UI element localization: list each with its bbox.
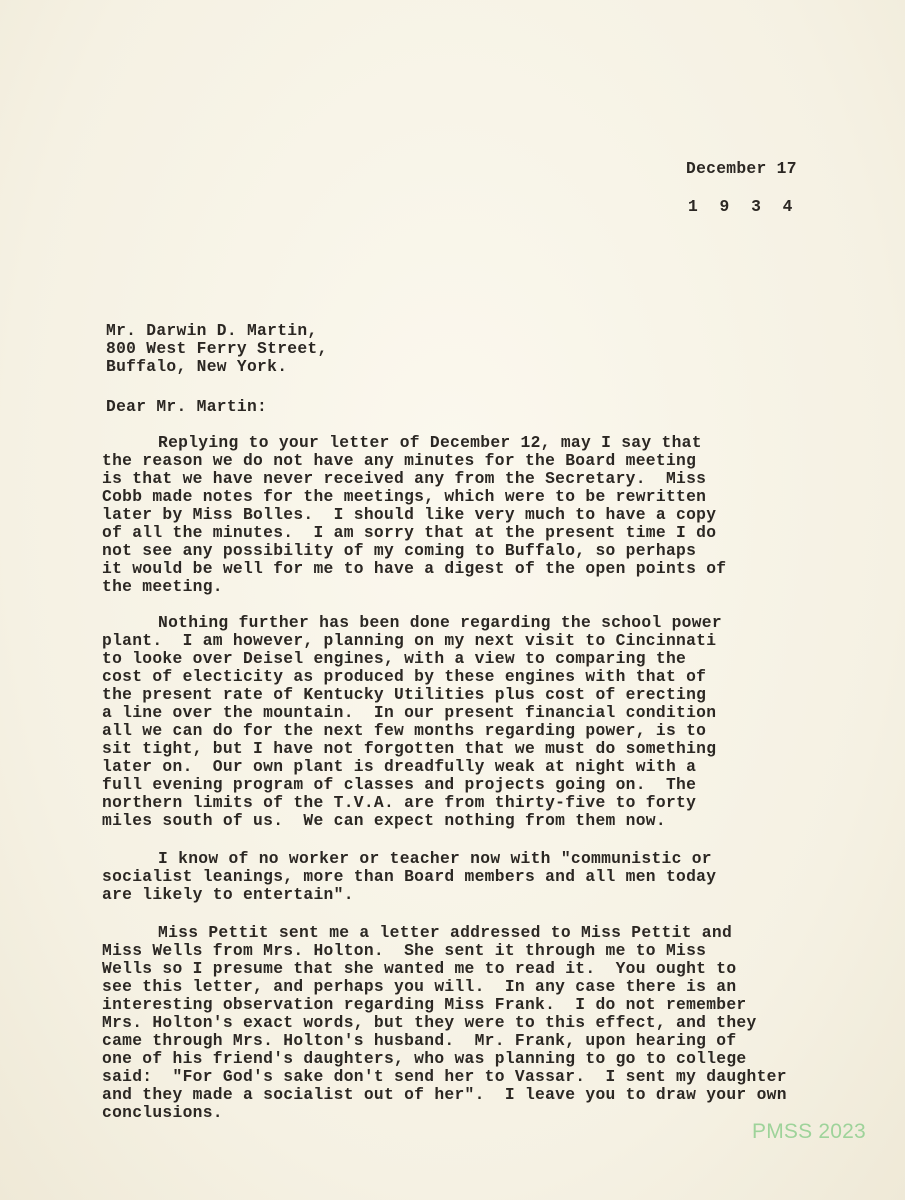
paragraph-line: not see any possibility of my coming to Buffalo, so perhaps	[102, 541, 697, 560]
paragraph-line: all we can do for the next few months regarding power, is to	[102, 721, 707, 740]
paragraph-line: sit tight, but I have not forgotten that we must do something	[102, 739, 717, 758]
paragraph-line: see this letter, and perhaps you will. In any case there is an	[102, 977, 737, 996]
paragraph-line: northern limits of the T.V.A. are from thirty-five to forty	[102, 793, 697, 812]
paragraph-line: socialist leanings, more than Board members and all men today	[102, 867, 717, 886]
paragraph-line: Nothing further has been done regarding the school power	[158, 613, 722, 632]
paragraph-line: to looke over Deisel engines, with a view to comparing the	[102, 649, 687, 668]
letter-year: 1 9 3 4	[688, 197, 799, 216]
paragraph-line: miles south of us. We can expect nothing from them now.	[102, 811, 666, 830]
paragraph-line: Miss Wells from Mrs. Holton. She sent it through me to Miss	[102, 941, 707, 960]
paragraph-line: said: "For God's sake don't send her to Vassar. I sent my daughter	[102, 1067, 787, 1086]
paragraph-line: cost of electicity as produced by these engines with that of	[102, 667, 707, 686]
paragraph-line: full evening program of classes and projects going on. The	[102, 775, 697, 794]
paragraph-line: Cobb made notes for the meetings, which were to be rewritten	[102, 487, 707, 506]
paragraph-line: of all the minutes. I am sorry that at the present time I do	[102, 523, 717, 542]
paragraph-line: is that we have never received any from the Secretary. Miss	[102, 469, 707, 488]
paragraph-line: Replying to your letter of December 12, may I say that	[158, 433, 702, 452]
paragraph-line: later on. Our own plant is dreadfully weak at night with a	[102, 757, 697, 776]
archive-watermark: PMSS 2023	[752, 1120, 866, 1143]
paragraph-line: a line over the mountain. In our present financial condition	[102, 703, 717, 722]
address-line: Mr. Darwin D. Martin,	[106, 321, 318, 340]
address-line: 800 West Ferry Street,	[106, 339, 328, 358]
paragraph-line: Wells so I presume that she wanted me to read it. You ought to	[102, 959, 737, 978]
paragraph-line: Mrs. Holton's exact words, but they were to this effect, and they	[102, 1013, 757, 1032]
salutation: Dear Mr. Martin:	[106, 397, 268, 416]
paragraph-line: interesting observation regarding Miss Frank. I do not remember	[102, 995, 747, 1014]
paragraph-line: it would be well for me to have a digest of the open points of	[102, 559, 727, 578]
paragraph-line: the present rate of Kentucky Utilities plus cost of erecting	[102, 685, 707, 704]
paragraph-line: the meeting.	[102, 577, 223, 596]
paragraph-line: the reason we do not have any minutes for the Board meeting	[102, 451, 697, 470]
paragraph-line: are likely to entertain".	[102, 885, 354, 904]
paragraph-line: plant. I am however, planning on my next visit to Cincinnati	[102, 631, 717, 650]
paragraph-line: Miss Pettit sent me a letter addressed to Miss Pettit and	[158, 923, 733, 942]
paragraph-line: one of his friend's daughters, who was planning to go to college	[102, 1049, 747, 1068]
paragraph-line: I know of no worker or teacher now with "communistic or	[158, 849, 712, 868]
paragraph-line: and they made a socialist out of her". I leave you to draw your own	[102, 1085, 787, 1104]
letter-date: December 17	[686, 159, 797, 178]
address-line: Buffalo, New York.	[106, 357, 288, 376]
paragraph-line: later by Miss Bolles. I should like very much to have a copy	[102, 505, 717, 524]
paragraph-line: came through Mrs. Holton's husband. Mr. Frank, upon hearing of	[102, 1031, 737, 1050]
paragraph-line: conclusions.	[102, 1103, 223, 1122]
